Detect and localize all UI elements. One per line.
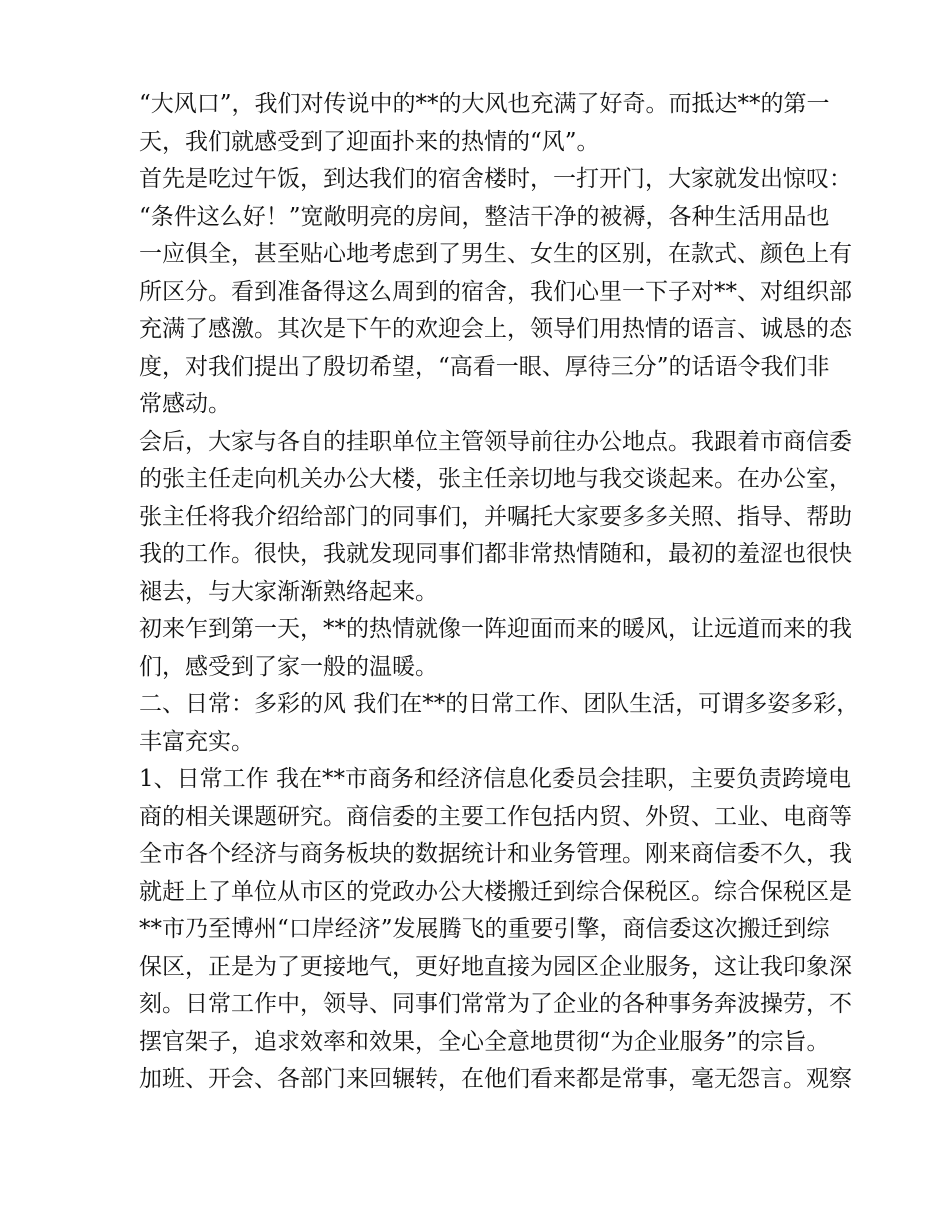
text-line: 商的相关课题研究。商信委的主要工作包括内贸、外贸、工业、电商等 <box>139 803 852 830</box>
text-line: 我的工作。很快，我就发现同事们都非常热情随和，最初的羞涩也很快 <box>139 541 852 567</box>
text-line: 首先是吃过午饭，到达我们的宿舍楼时，一打开门，大家就发出惊叹： <box>139 166 852 192</box>
text-line: 丰富充实。 <box>139 728 254 755</box>
text-line: “大风口”，我们对传说中的**的大风也充满了好奇。而抵达**的第一 <box>139 91 830 117</box>
text-line: **市乃至博州“口岸经济”发展腾飞的重要引擎，商信委这次搬迁到综 <box>139 916 830 942</box>
text-line: 加班、开会、各部门来回辗转，在他们看来都是常事，毫无怨言。观察 <box>139 1066 852 1092</box>
text-line: 褪去，与大家渐渐熟络起来。 <box>139 578 438 605</box>
text-line: 初来乍到第一天，**的热情就像一阵迎面而来的暖风，让远道而来的我 <box>139 616 852 642</box>
text-line: 充满了感激。其次是下午的欢迎会上，领导们用热情的语言、诚恳的态 <box>139 316 852 342</box>
text-line: 1、日常工作 我在**市商务和经济信息化委员会挂职，主要负责跨境电 <box>139 766 851 792</box>
text-line: 天，我们就感受到了迎面扑来的热情的“风”。 <box>139 128 600 155</box>
text-line: 摆官架子，追求效率和效果，全心全意地贯彻“为企业服务”的宗旨。 <box>139 1028 830 1055</box>
text-line: 们，感受到了家一般的温暖。 <box>139 653 438 680</box>
text-line: 会后，大家与各自的挂职单位主管领导前往办公地点。我跟着市商信委 <box>139 428 852 455</box>
text-line: 刻。日常工作中，领导、同事们常常为了企业的各种事务奔波操劳，不 <box>139 991 852 1017</box>
text-line: 二、日常：多彩的风 我们在**的日常工作、团队生活，可谓多姿多彩， <box>139 691 860 717</box>
text-line: “条件这么好！”宽敞明亮的房间，整洁干净的被褥，各种生活用品也 <box>139 203 830 230</box>
text-line: 全市各个经济与商务板块的数据统计和业务管理。刚来商信委不久，我 <box>139 841 852 867</box>
text-line: 度，对我们提出了殷切希望，“高看一眼、厚待三分”的话语令我们非 <box>139 353 830 380</box>
text-line: 常感动。 <box>139 391 231 417</box>
document-body <box>139 86 860 1099</box>
text-line: 一应俱全，甚至贴心地考虑到了男生、女生的区别，在款式、颜色上有 <box>139 241 852 267</box>
text-line: 保区，正是为了更接地气，更好地直接为园区企业服务，这让我印象深 <box>139 953 852 980</box>
text-line: 就赶上了单位从市区的党政办公大楼搬迁到综合保税区。综合保税区是 <box>139 878 852 905</box>
text-line: 张主任将我介绍给部门的同事们，并嘱托大家要多多关照、指导、帮助 <box>139 503 852 530</box>
text-line: 的张主任走向机关办公大楼，张主任亲切地与我交谈起来。在办公室， <box>139 466 852 492</box>
text-line: 所区分。看到准备得这么周到的宿舍，我们心里一下子对**、对组织部 <box>139 278 852 305</box>
